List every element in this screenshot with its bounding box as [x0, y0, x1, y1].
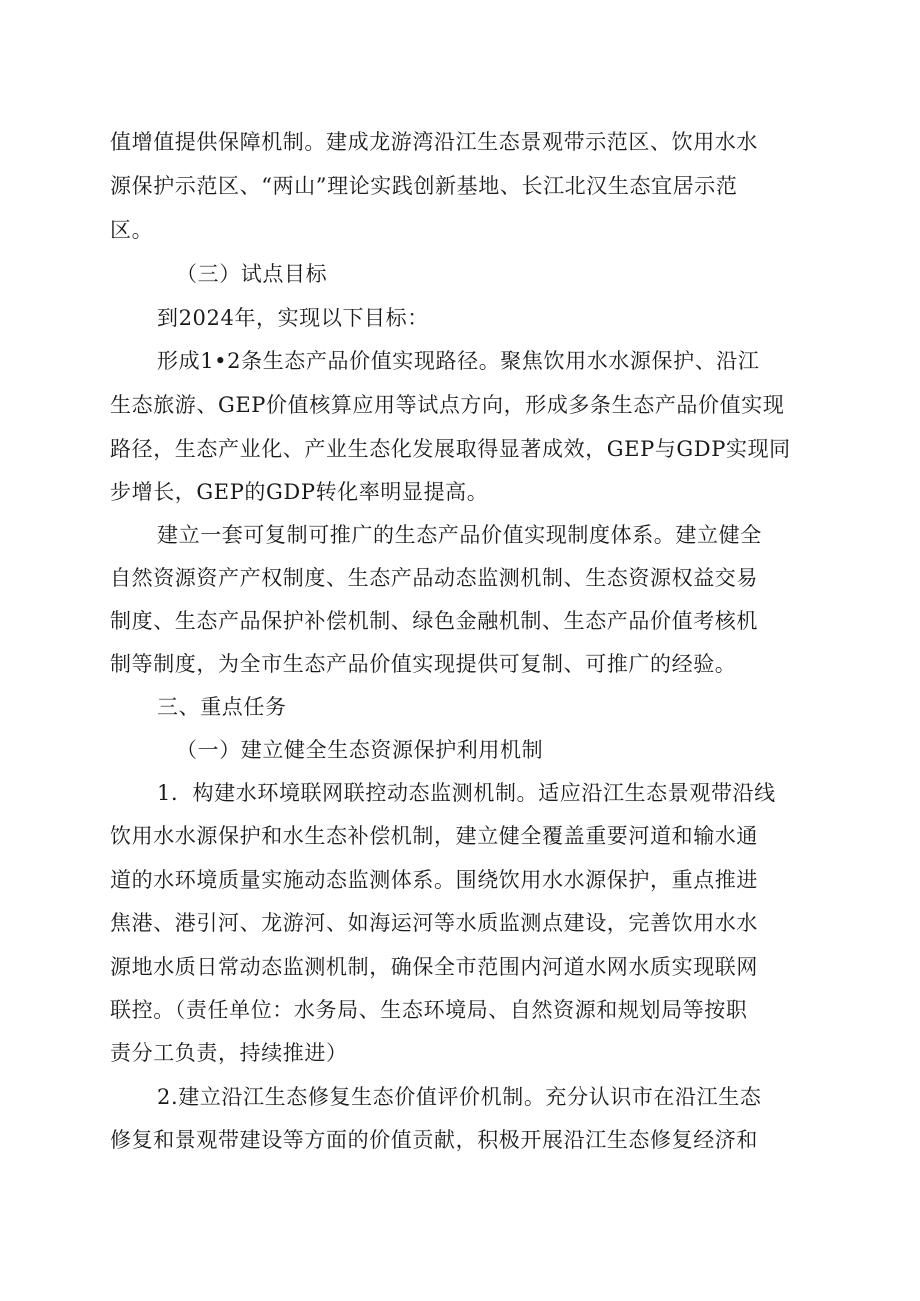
paragraph-line: 2.建立沿江生态修复生态价值评价机制。充分认识市在沿江生态 [157, 1085, 762, 1109]
paragraph-line: 源保护示范区、“两山”理论实践创新基地、长江北汉生态宜居示范 [110, 174, 738, 198]
paragraph-line: 修复和景观带建设等方面的价值贡献，积极开展沿江生态修复经济和 [110, 1128, 758, 1152]
section-heading: 三、重点任务 [157, 695, 287, 719]
paragraph-line: 源地水质日常动态监测机制，确保全市范围内河道水网水质实现联网 [110, 955, 758, 979]
paragraph-line: 生态旅游、GEP价值核算应用等试点方向，形成多条生态产品价值实现 [110, 393, 785, 417]
paragraph-line: 联控。（责任单位：水务局、生态环境局、自然资源和规划局等按职 [110, 998, 748, 1022]
paragraph-line: 自然资源资产产权制度、生态产品动态监测机制、生态资源权益交易 [110, 566, 758, 590]
paragraph-line: 到2024年，实现以下目标： [157, 306, 429, 330]
paragraph-line: 步增长，GEP的GDP转化率明显提高。 [110, 480, 489, 504]
paragraph-line: 责分工负责，持续推进） [110, 1041, 348, 1065]
paragraph-line: 区。 [110, 218, 154, 242]
paragraph-line: 建立一套可复制可推广的生态产品价值实现制度体系。建立健全 [157, 523, 762, 547]
paragraph-line: 焦港、港引河、龙游河、如海运河等水质监测点建设，完善饮用水水 [110, 911, 758, 935]
paragraph-line: 1．构建水环境联网联控动态监测机制。适应沿江生态景观带沿线 [157, 781, 776, 805]
paragraph-line: 制度、生态产品保护补偿机制、绿色金融机制、生态产品价值考核机 [110, 609, 758, 633]
paragraph-line: 饮用水水源保护和水生态补偿机制，建立健全覆盖重要河道和输水通 [110, 824, 758, 848]
section-heading: （三）试点目标 [176, 262, 328, 286]
paragraph-line: 值增值提供保障机制。建成龙游湾沿江生态景观带示范区、饮用水水 [110, 130, 758, 154]
paragraph-line: 道的水环境质量实施动态监测体系。围绕饮用水水源保护，重点推进 [110, 868, 758, 892]
subsection-heading: （一）建立健全生态资源保护利用机制 [176, 738, 544, 762]
paragraph-line: 形成1•2条生态产品价值实现路径。聚焦饮用水水源保护、沿江 [157, 349, 760, 373]
paragraph-line: 制等制度，为全市生态产品价值实现提供可复制、可推广的经验。 [110, 652, 737, 676]
paragraph-line: 路径，生态产业化、产业生态化发展取得显著成效，GEP与GDP实现同 [110, 437, 791, 461]
